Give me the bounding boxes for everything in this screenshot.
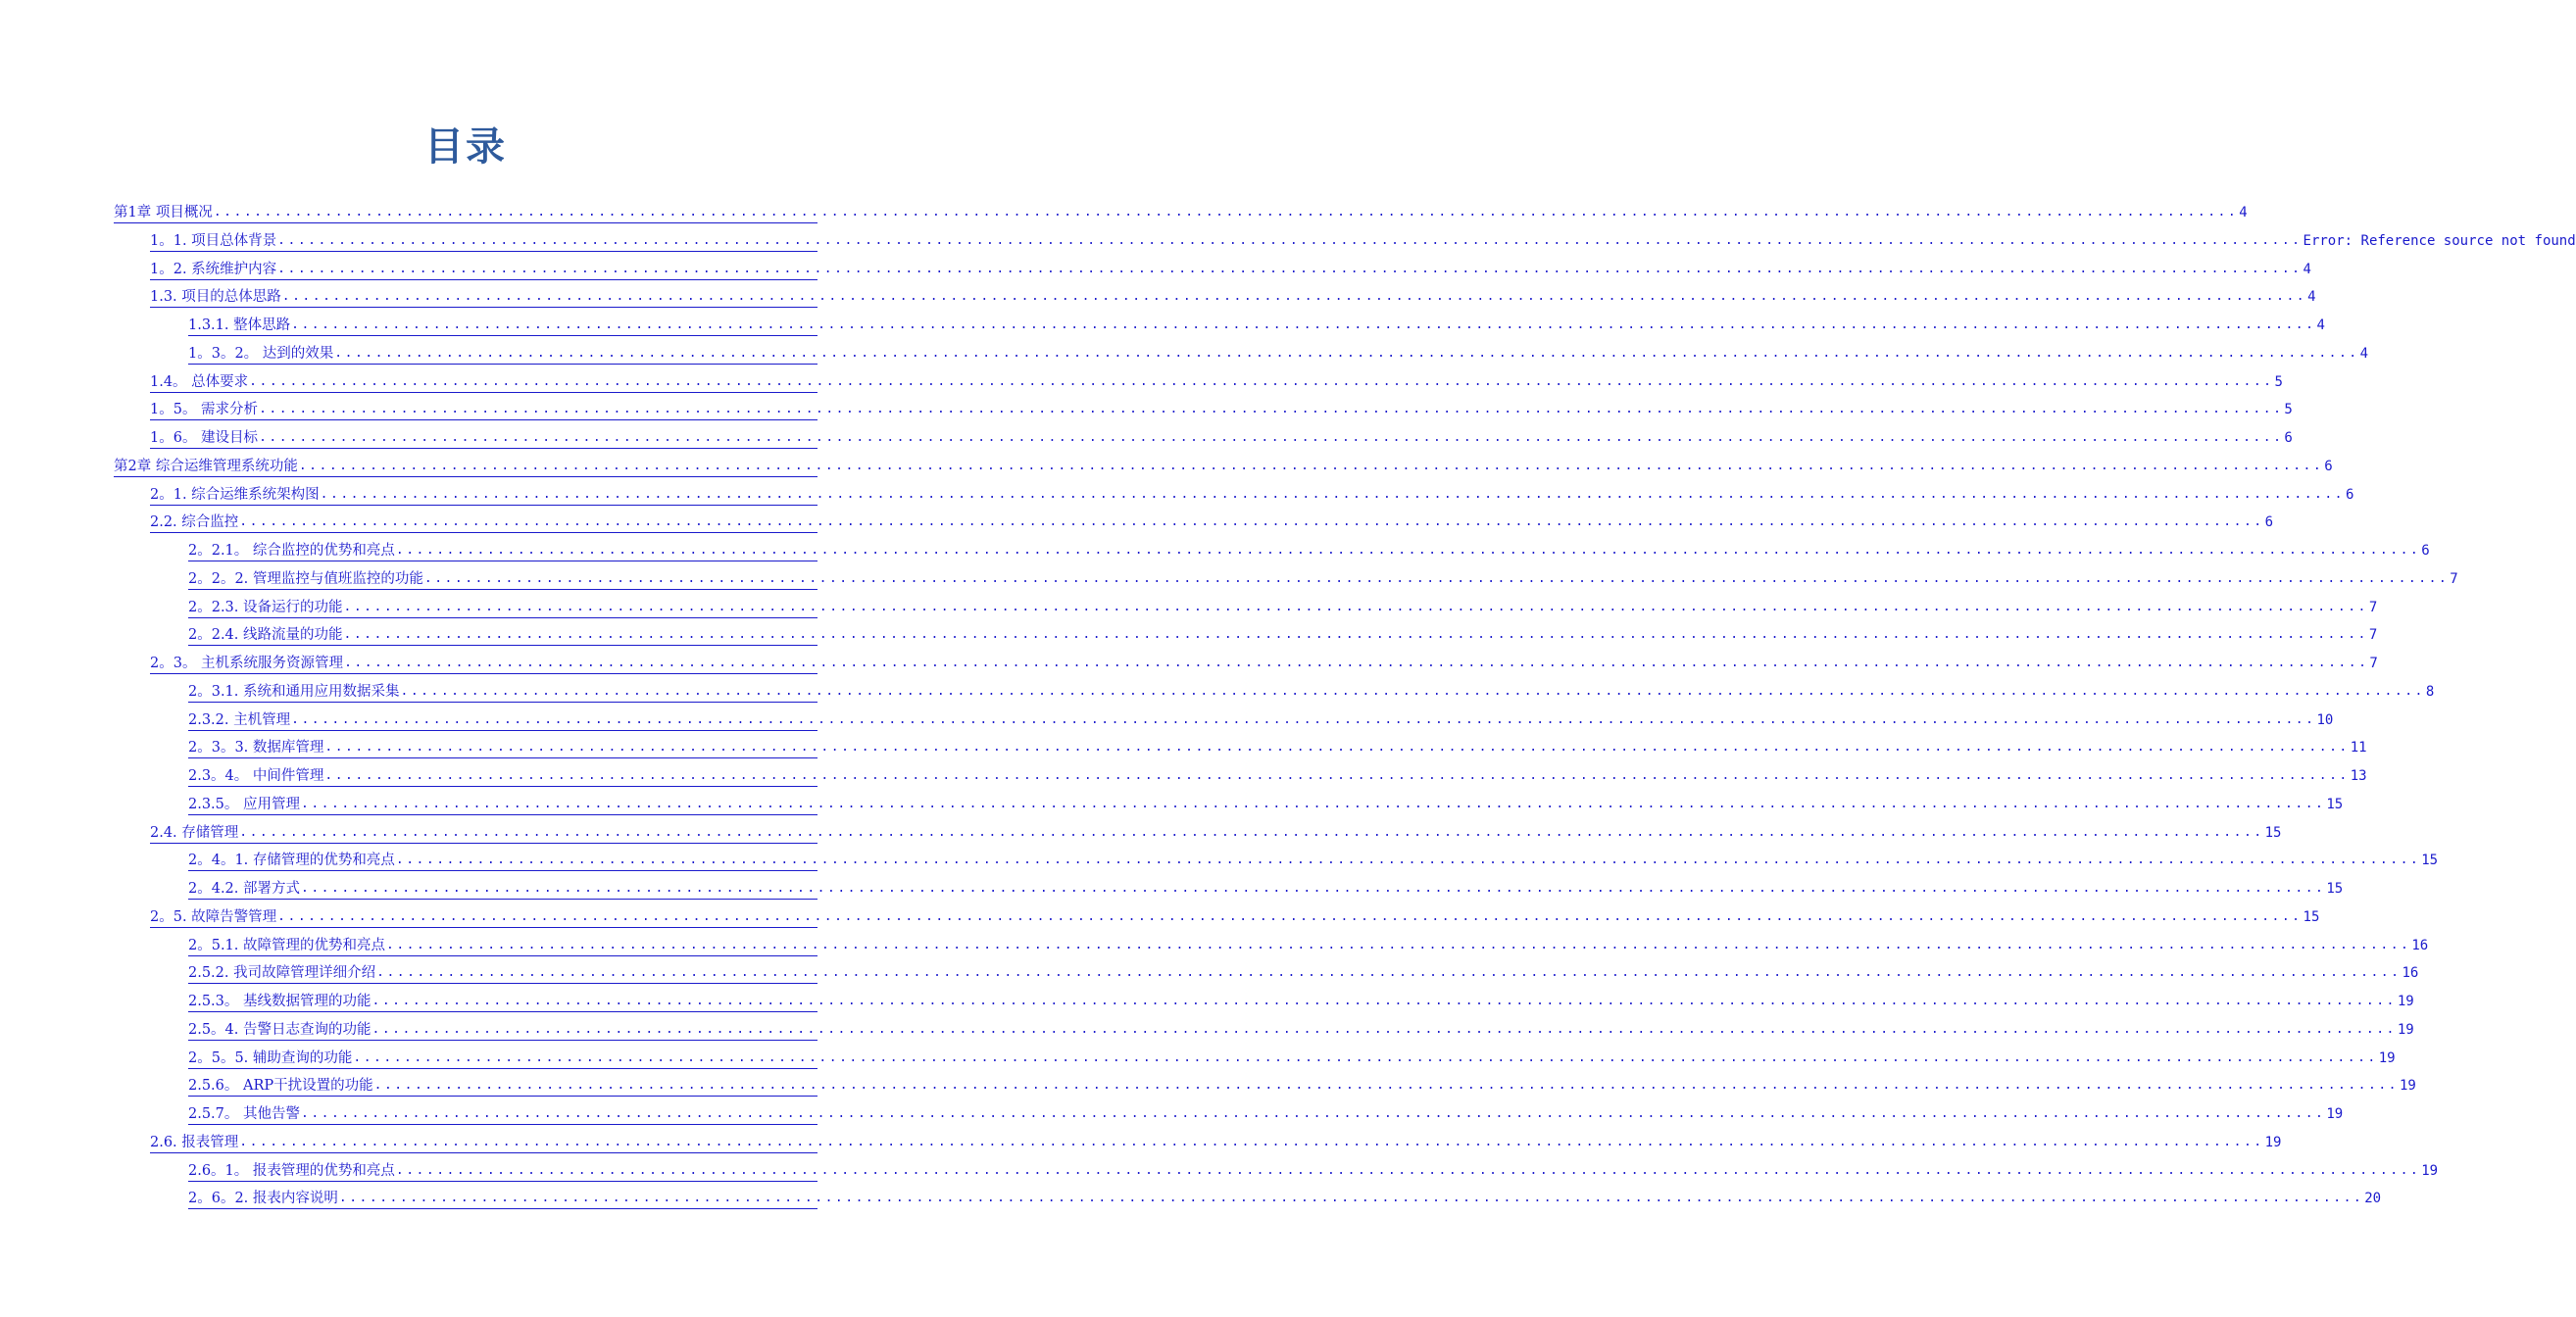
dot-leader: ........................................................................................................................................................................................................ — [249, 373, 2274, 389]
toc-entry-page: 7 — [2368, 599, 2378, 615]
toc-entry-title: 第2章 综合运维管理系统功能 — [114, 458, 298, 474]
toc-entry-page: 13 — [2350, 768, 2367, 784]
toc-entry-page: 20 — [2364, 1191, 2382, 1207]
toc-entry-title: 2。2.4. 线路流量的功能 — [188, 627, 343, 644]
dot-leader: ........................................................................................................................................................................................................ — [344, 656, 2369, 670]
toc-entry-title: 2。2.1。 综合监控的优势和亮点 — [188, 543, 395, 559]
toc-entry[interactable] — [188, 707, 2334, 731]
toc-entry-title: 2.3.2. 主机管理 — [188, 711, 291, 728]
dot-leader: ........................................................................................................................................................................................................ — [376, 965, 2402, 981]
toc-entry-title: 1.4。 总体要求 — [150, 373, 249, 390]
toc-entry-page: 6 — [2284, 430, 2293, 446]
toc-entry[interactable] — [188, 621, 2378, 646]
toc-entry[interactable] — [188, 340, 2369, 365]
toc-entry-title: 2。2.3. 设备运行的功能 — [188, 599, 343, 615]
toc-entry-page: 6 — [2264, 514, 2274, 531]
toc-entry[interactable] — [150, 424, 2293, 449]
toc-entry-page: 11 — [2350, 740, 2367, 756]
toc-entry-title: 2.5.2. 我司故障管理详细介绍 — [188, 965, 376, 982]
dot-leader: ........................................................................................................................................................................................................ — [291, 317, 2316, 332]
toc-entry[interactable] — [188, 1157, 2439, 1182]
toc-entry-page: 16 — [2402, 965, 2419, 982]
toc-entry[interactable] — [150, 227, 2576, 252]
toc-entry-page: 6 — [2324, 458, 2333, 474]
toc-entry-title: 2。2。2. 管理监控与值班监控的功能 — [188, 570, 423, 587]
toc-entry-page: 19 — [2264, 1134, 2282, 1150]
toc-entry[interactable] — [188, 734, 2367, 758]
toc-entry-title: 2。1. 综合运维系统架构图 — [150, 486, 320, 503]
toc-entry-page: 4 — [2316, 317, 2325, 333]
toc-entry-page: 19 — [2397, 1021, 2414, 1038]
toc-entry-title: 1。2. 系统维护内容 — [150, 261, 277, 277]
toc-entry[interactable] — [188, 932, 2429, 956]
toc-entry-title: 2.6. 报表管理 — [150, 1134, 239, 1150]
toc-entry-title: 2.3.5。 应用管理 — [188, 796, 301, 812]
dot-leader: ........................................................................................................................................................................................................ — [423, 570, 2450, 586]
toc-entry-title: 2.5.3。 基线数据管理的功能 — [188, 994, 372, 1009]
toc-entry-page: 7 — [2450, 570, 2458, 587]
dot-leader: ........................................................................................................................................................................................................ — [301, 881, 2326, 896]
toc-entry[interactable] — [150, 396, 2293, 420]
dot-leader: ........................................................................................................................................................................................................ — [395, 1162, 2421, 1178]
dot-leader: ........................................................................................................................................................................................................ — [400, 683, 2425, 699]
toc-entry-page: 7 — [2368, 627, 2378, 644]
dot-leader: ........................................................................................................................................................................................................ — [324, 740, 2350, 756]
dot-leader: ........................................................................................................................................................................................................ — [301, 796, 2326, 811]
toc-entry-page: 4 — [2239, 205, 2248, 220]
dot-leader: ........................................................................................................................................................................................................ — [239, 824, 2264, 840]
toc-entry-title: 2.2. 综合监控 — [150, 514, 239, 531]
dot-leader: ........................................................................................................................................................................................................ — [395, 853, 2421, 868]
toc-entry-page: 4 — [2359, 345, 2369, 362]
dot-leader: ........................................................................................................................................................................................................ — [213, 205, 2239, 220]
toc-entry-title: 2。3。 主机系统服务资源管理 — [150, 656, 344, 671]
toc-entry-title: 1。5。 需求分析 — [150, 402, 259, 418]
toc-entry-title: 2.5。4. 告警日志查询的功能 — [188, 1021, 372, 1038]
dot-leader: ........................................................................................................................................................................................................ — [291, 711, 2316, 727]
dot-leader: ........................................................................................................................................................................................................ — [239, 1134, 2264, 1149]
dot-leader: ........................................................................................................................................................................................................ — [239, 514, 2264, 530]
toc-entry-page: 7 — [2369, 656, 2378, 671]
dot-leader: ........................................................................................................................................................................................................ — [343, 627, 2368, 643]
toc-entry-title: 1。1. 项目总体背景 — [150, 232, 277, 249]
toc-entry[interactable] — [188, 312, 2325, 336]
dot-leader: ........................................................................................................................................................................................................ — [277, 908, 2303, 924]
toc-entry[interactable] — [150, 819, 2282, 844]
toc-entry-title: 2。4。1. 存储管理的优势和亮点 — [188, 853, 395, 869]
toc-entry-title: 2。6。2. 报表内容说明 — [188, 1191, 338, 1207]
toc-entry[interactable] — [188, 678, 2435, 703]
toc-entry-page: 15 — [2303, 908, 2320, 925]
toc-entry[interactable] — [188, 988, 2414, 1012]
toc-entry-page: 6 — [2421, 543, 2430, 559]
dot-leader: ........................................................................................................................................................................................................ — [372, 1021, 2397, 1037]
dot-leader: ........................................................................................................................................................................................................ — [353, 1049, 2378, 1065]
toc-title: 目录 — [424, 124, 507, 170]
dot-leader: ........................................................................................................................................................................................................ — [338, 1191, 2364, 1206]
toc-entry[interactable] — [188, 762, 2367, 787]
toc-entry-title: 2。4.2. 部署方式 — [188, 881, 301, 897]
toc-entry-title: 2。5. 故障告警管理 — [150, 908, 277, 925]
dot-leader: ........................................................................................................................................................................................................ — [298, 458, 2324, 473]
toc-entry-page: 19 — [2421, 1162, 2439, 1179]
toc-entry[interactable] — [188, 1045, 2396, 1069]
toc-entry[interactable] — [188, 1100, 2344, 1125]
toc-entry[interactable] — [150, 650, 2378, 674]
toc-entry[interactable] — [188, 537, 2430, 561]
toc-entry-page: 5 — [2284, 402, 2293, 418]
toc-entry-title: 2。5.1. 故障管理的优势和亮点 — [188, 937, 386, 953]
toc-entry-page: 15 — [2264, 824, 2282, 841]
dot-leader: ........................................................................................................................................................................................................ — [343, 599, 2368, 614]
dot-leader: ........................................................................................................................................................................................................ — [277, 261, 2303, 276]
toc-entry-page: 19 — [2400, 1078, 2416, 1095]
toc-entry[interactable] — [150, 481, 2354, 506]
toc-entry-page: 10 — [2316, 711, 2334, 728]
toc-entry-title: 2.5.7。 其他告警 — [188, 1106, 301, 1122]
toc-entry[interactable] — [188, 847, 2439, 871]
toc-entry-title: 1.3.1. 整体思路 — [188, 317, 291, 333]
dot-leader: ........................................................................................................................................................................................................ — [373, 1078, 2399, 1094]
toc-entry-page: 16 — [2411, 937, 2429, 953]
toc-entry-title: 2.6。1。 报表管理的优势和亮点 — [188, 1162, 395, 1179]
toc-entry[interactable] — [150, 283, 2316, 308]
toc-entry[interactable] — [188, 875, 2344, 900]
toc-entry-page: Error: Reference source not found — [2303, 232, 2576, 249]
toc-entry-title: 1。3。2。 达到的效果 — [188, 345, 334, 362]
toc-entry-title: 第1章 项目概况 — [114, 205, 213, 220]
dot-leader: ........................................................................................................................................................................................................ — [281, 289, 2307, 305]
toc-entry-page: 19 — [2326, 1106, 2344, 1122]
toc-entry-page: 6 — [2346, 486, 2354, 503]
toc-entry[interactable] — [150, 368, 2283, 393]
toc-entry[interactable] — [188, 959, 2419, 984]
dot-leader: ........................................................................................................................................................................................................ — [277, 232, 2303, 248]
dot-leader: ........................................................................................................................................................................................................ — [386, 937, 2411, 952]
toc-entry-page: 15 — [2326, 796, 2344, 812]
toc-entry-title: 1.3. 项目的总体思路 — [150, 289, 281, 306]
toc-entry[interactable] — [188, 1185, 2382, 1209]
dot-leader: ........................................................................................................................................................................................................ — [320, 486, 2346, 502]
dot-leader: ........................................................................................................................................................................................................ — [259, 430, 2284, 445]
toc-entry-title: 1。6。 建设目标 — [150, 430, 259, 446]
dot-leader: ........................................................................................................................................................................................................ — [259, 402, 2284, 417]
toc-entry-page: 15 — [2421, 853, 2439, 869]
toc-entry-page: 15 — [2326, 881, 2344, 897]
toc-entry[interactable] — [114, 453, 2333, 477]
toc-entry-title: 2.4. 存储管理 — [150, 824, 239, 841]
toc-entry-title: 2.3。4。 中间件管理 — [188, 768, 324, 784]
toc-entry-title: 2。3。3. 数据库管理 — [188, 740, 324, 756]
dot-leader: ........................................................................................................................................................................................................ — [324, 768, 2350, 783]
dot-leader: ........................................................................................................................................................................................................ — [334, 345, 2359, 361]
toc-entry[interactable] — [188, 565, 2458, 590]
toc-entry-page: 19 — [2378, 1049, 2396, 1066]
toc-entry[interactable] — [188, 791, 2344, 815]
toc-entry[interactable] — [188, 594, 2378, 618]
toc-entry[interactable] — [150, 903, 2320, 928]
toc-entry[interactable] — [150, 1129, 2282, 1153]
dot-leader: ........................................................................................................................................................................................................ — [301, 1106, 2326, 1121]
toc-entry[interactable] — [150, 256, 2311, 280]
toc-entry-page: 4 — [2303, 261, 2311, 277]
dot-leader: ........................................................................................................................................................................................................ — [372, 994, 2397, 1008]
toc-entry[interactable] — [188, 1016, 2414, 1041]
toc-entry-title: 2。5。5. 辅助查询的功能 — [188, 1049, 353, 1066]
toc-entry[interactable] — [114, 199, 2248, 223]
toc-entry-page: 5 — [2274, 373, 2283, 390]
toc-entry-title: 2。3.1. 系统和通用应用数据采集 — [188, 683, 400, 700]
toc-entry-page: 19 — [2397, 994, 2414, 1009]
dot-leader: ........................................................................................................................................................................................................ — [395, 543, 2421, 558]
toc-entry[interactable] — [188, 1072, 2416, 1097]
toc-entry-title: 2.5.6。 ARP干扰设置的功能 — [188, 1078, 373, 1095]
toc-entry-page: 4 — [2307, 289, 2316, 306]
toc-entry-page: 8 — [2425, 683, 2435, 700]
toc-entry[interactable] — [150, 509, 2274, 533]
